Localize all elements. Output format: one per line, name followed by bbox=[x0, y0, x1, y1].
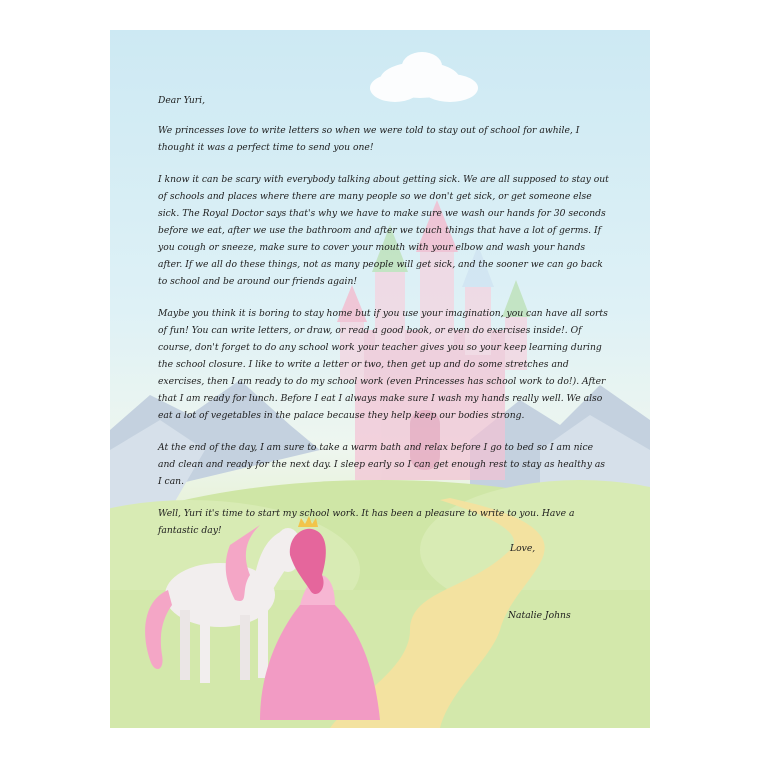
signature: Natalie Johns bbox=[508, 610, 571, 621]
paragraph: At the end of the day, I am sure to take a warm bath and relax before I go to bed so I am nice and clean and ready for the next day. I sleep early so I can get enough rest to stay as healthy as I can. bbox=[158, 442, 606, 487]
paragraph: We princesses love to write letters so when we were told to stay out of school for awhile, I thought it was a perfect time to send you one! bbox=[158, 125, 580, 153]
paragraph: Maybe you think it is boring to stay home but if you use your imagination, you can have all sorts of fun! You can write letters, or draw, or read a good book, or even do exercises inside!. Of course, don't forget to do any school work your teacher gives you so your keep learning during the school closure. I like to write a letter or two, then get up and do some stretches and exercises, then I am ready to do my school work (even Princesses has school work to do!). After that I am ready for lunch. Before I eat I always make sure I wash my hands really well. We also eat a lot of vegetables in the palace because they help keep our bodies strong. bbox=[158, 308, 608, 421]
closing: Love, bbox=[510, 543, 536, 554]
letter-page bbox=[110, 30, 650, 728]
greeting: Dear Yuri, bbox=[158, 95, 206, 106]
letter-body bbox=[158, 92, 610, 554]
paragraph: I know it can be scary with everybody talking about getting sick. We are all supposed to stay out of schools and places where there are many people so we don't get sick, or get someone else sick. The Royal Doctor says that's why we have to make sure we wash our hands for 30 seconds before we eat, after we use the bathroom and after we touch things that have a lot of germs. If you cough or sneeze, make sure to cover your mouth with your elbow and wash your hands after. If we all do these things, not as many people will get sick, and the sooner we can go back to school and be around our friends again! bbox=[158, 174, 609, 287]
paragraph: Well, Yuri it's time to start my school work. It has been a pleasure to write to you. Have a fantastic day! bbox=[158, 508, 575, 536]
